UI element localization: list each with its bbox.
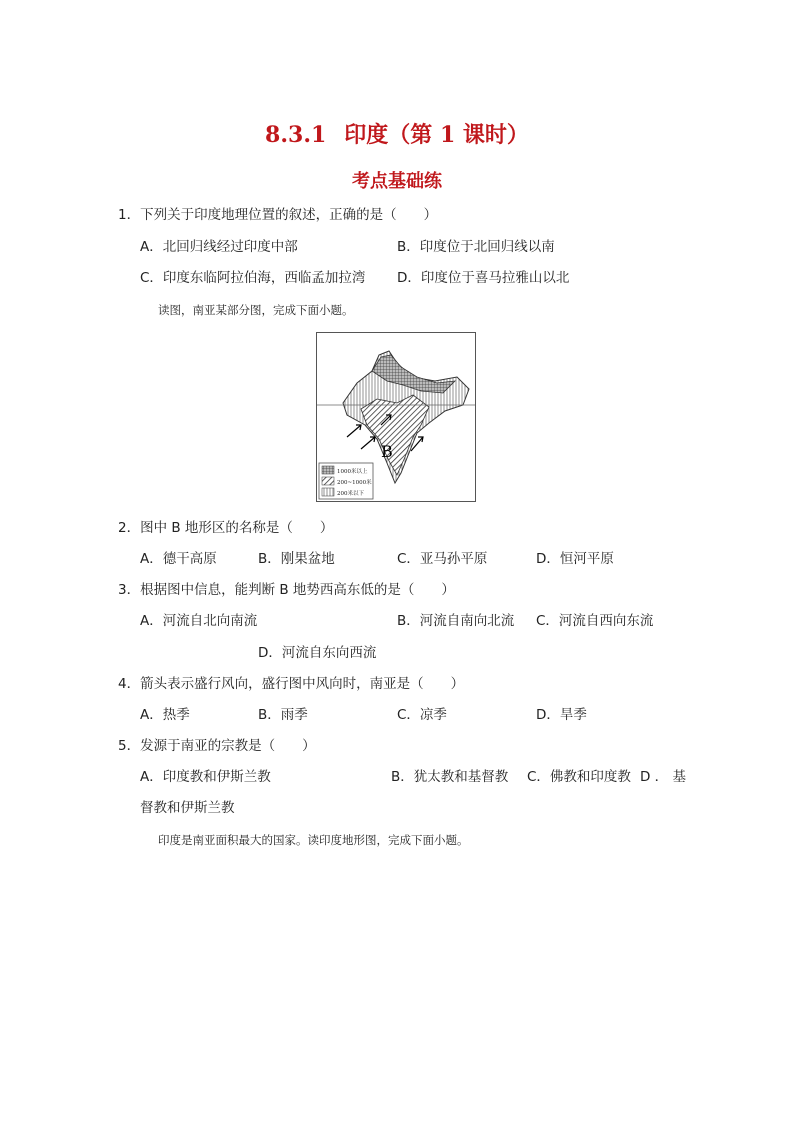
legend-swatch-mid — [322, 477, 334, 485]
page-title — [0, 118, 794, 149]
q4-option-c: C．凉季 — [397, 707, 447, 723]
q1-option-d: D．印度位于喜马拉雅山以北 — [397, 270, 570, 286]
legend-label-low: 200米以下 — [337, 491, 364, 497]
q5-option-b: B．犹太教和基督教 — [391, 769, 509, 785]
q3-option-d: D．河流自东向西流 — [258, 645, 377, 661]
q1-option-c: C．印度东临阿拉伯海，西临孟加拉湾 — [140, 270, 366, 286]
lesson-title: 印度（第 1 课时） — [344, 122, 529, 148]
legend-label-high: 1000米以上 — [337, 469, 368, 475]
q2-stem: 2．图中 B 地形区的名称是（ ） — [118, 520, 334, 536]
section-subtitle: 考点基础练 — [352, 171, 442, 192]
q4-option-d: D．旱季 — [536, 707, 587, 723]
q2-option-c: C．亚马孙平原 — [397, 551, 488, 567]
q4-stem: 4．箭头表示盛行风向，盛行图中风向时，南亚是（ ） — [118, 676, 465, 692]
q3-option-c: C．河流自西向东流 — [536, 613, 654, 629]
legend-label-mid: 200~1000米 — [337, 480, 372, 486]
q1-stem: 1．下列关于印度地理位置的叙述，正确的是（ ） — [118, 207, 438, 223]
q3-stem: 3．根据图中信息，能判断 B 地势西高东低的是（ ） — [118, 582, 455, 598]
south-asia-map — [316, 332, 476, 502]
map-drawing — [317, 333, 475, 501]
q2-option-b: B．刚果盆地 — [258, 551, 335, 567]
q2-option-d: D．恒河平原 — [536, 551, 614, 567]
q1-option-a: A．北回归线经过印度中部 — [140, 239, 298, 255]
q1-option-b: B．印度位于北回归线以南 — [397, 239, 555, 255]
label-b: B — [381, 442, 393, 461]
map-intro-2: 印度是南亚面积最大的国家。读印度地形图，完成下面小题。 — [158, 833, 469, 847]
q4-option-a: A．热季 — [140, 707, 190, 723]
q5-stem: 5．发源于南亚的宗教是（ ） — [118, 738, 316, 754]
q2-option-a: A．德干高原 — [140, 551, 217, 567]
q5-option-d: D ． 基 — [640, 769, 686, 785]
lesson-number: 8.3.1 — [265, 122, 327, 148]
q3-option-b: B．河流自南向北流 — [397, 613, 515, 629]
q5-option-c: C．佛教和印度教 — [527, 769, 631, 785]
legend-swatch-low — [322, 488, 334, 496]
q3-option-a: A．河流自北向南流 — [140, 613, 258, 629]
map-intro: 读图，南亚某部分图，完成下面小题。 — [158, 303, 354, 317]
q4-option-b: B．雨季 — [258, 707, 308, 723]
q5-option-d-continued: 督教和伊斯兰教 — [140, 800, 235, 816]
q5-option-a: A．印度教和伊斯兰教 — [140, 769, 271, 785]
legend-swatch-high — [322, 466, 334, 474]
